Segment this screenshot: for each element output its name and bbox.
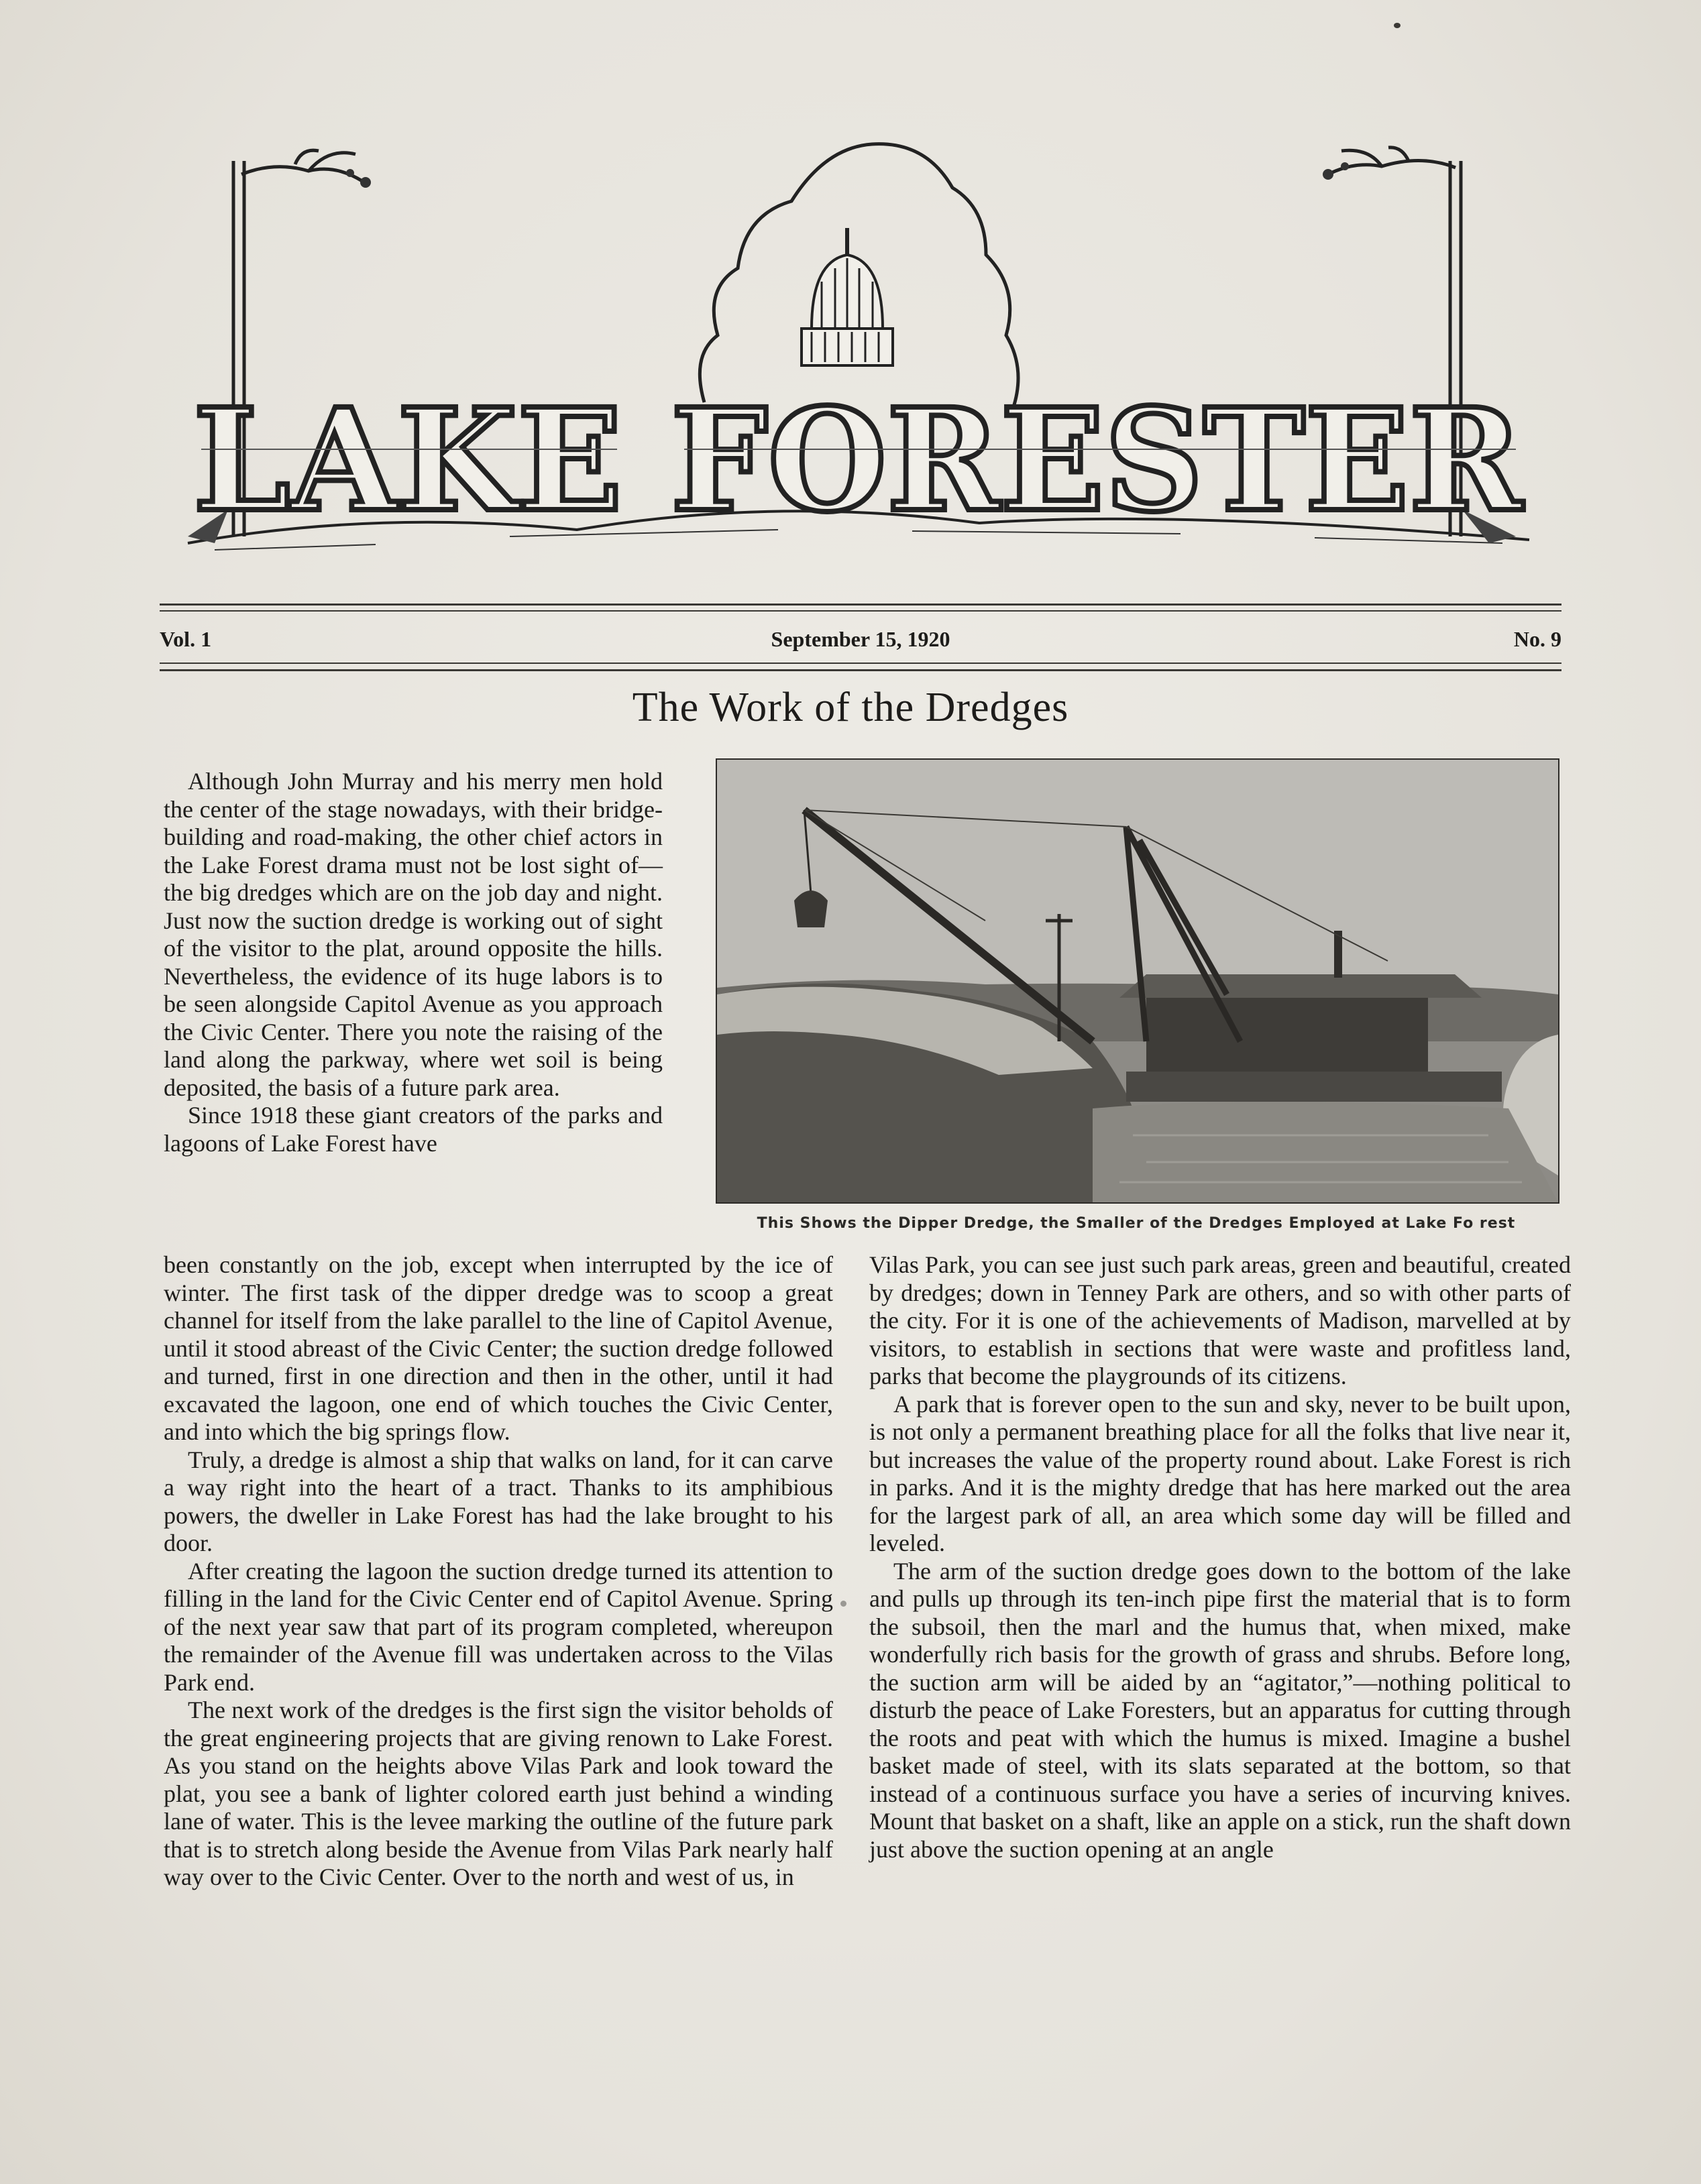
title-word-lake: LAKE: [193, 378, 622, 543]
dipper-dredge-photo: [716, 758, 1559, 1204]
volume-label: Vol. 1: [160, 627, 212, 651]
paragraph: Although John Murray and his merry men hold the center of the stage nowadays, with their bridge-building and road-making, the other chief actors in the Lake Forest drama must not be lost sight of—the big dredges which are on the job day and night. Just now the suction dredge is working out of sight of the visitor to the plat, around opposite the hills. Nevertheless, the evidence of its huge labors is to be seen alongside Capitol Avenue as you approach the Civic Center. There you note the raising of the land along the parkway, where wet soil is being deposited, the basis of a future park area.: [164, 768, 663, 1101]
article-column-1-top: [164, 768, 663, 1157]
paragraph: After creating the lagoon the suction dredge turned its attention to filling in the land for the Civic Center end of Capitol Avenue. Spring of the next year saw that part of its program completed, whereupon the remainder of the Avenue fill was undertaken across to the Vilas Park end.: [164, 1557, 833, 1696]
paragraph: been constantly on the job, except when interrupted by the ice of winter. The first task of the dipper dredge was to scoop a great channel for itself from the lake parallel to the line of Capitol Avenue, until it stood abreast of the Civic Center; the suction dredge followed and turned, first in one direction and then in the other, until it had excavated the lagoon, one end of which touches the Civic Center, and into which the big springs flow.: [164, 1251, 833, 1445]
paper-speck: [840, 1601, 846, 1607]
top-rule-thin: [160, 610, 1561, 612]
paper-speck: [1394, 23, 1401, 28]
paragraph: The arm of the suction dredge goes down to the bottom of the lake and pulls up through its ten-inch pipe first the material that is to form the subsoil, then the marl and the humus that, when mixed, make wonderfully rich basis for the growth of grass and shrubs. Before long, the suction arm will be aided by an “agitator,”—nothing political to disturb the peace of Lake Foresters, but an apparatus for cutting through the roots and peat with which the humus is mixed. Imagine a bushel basket made of steel, with its slats separated at the bottom, so that instead of a continuous surface you have a series of incurving knives. Mount that basket on a shaft, like an apple on a stick, run the shaft down just above the suction opening at an angle: [869, 1557, 1571, 1863]
paragraph: Vilas Park, you can see just such park areas, green and beautiful, created by dredges; down in Tenney Park are others, and so with other parts of the city. For it is one of the achievements of Madison, marvelled at by visitors, to establish in sections that were waste and profitless land, parks that become the playgrounds of its citizens.: [869, 1251, 1571, 1389]
article-column-1-bottom: [164, 1251, 833, 1892]
paragraph: Truly, a dredge is almost a ship that walks on land, for it can carve a way right into the heart of a tract. Thanks to its amphibious powers, the dweller in Lake Forest has had the lake brought to his door.: [164, 1446, 833, 1556]
paragraph: Since 1918 these giant creators of the parks and lagoons of Lake Forest have: [164, 1102, 663, 1157]
paragraph: A park that is forever open to the sun and sky, never to be built upon, is not only a permanent breathing place for all the folks that live near it, but increases the value of the property round about. Lake Forest is rich in parks. And it is the mighty dredge that has here marked out the area for the largest park of all, an area which some day will be filled and leveled.: [869, 1390, 1571, 1556]
article-headline: The Work of the Dredges: [632, 685, 1069, 730]
article-column-2: [869, 1251, 1571, 1863]
paragraph: The next work of the dredges is the first sign the visitor beholds of the great engineering projects that are giving renown to Lake Forest. As you stand on the heights above Vilas Park and look toward the plat, you see a bank of lighter colored earth just behind a winding lane of water. This is the levee marking the outline of the future park that is to stretch along beside the Avenue from Vilas Park nearly half way over to the Civic Center. Over to the north and west of us, in: [164, 1697, 833, 1890]
issue-date: September 15, 1920: [771, 627, 950, 651]
bottom-rule-thin: [160, 663, 1561, 664]
issue-number: No. 9: [1513, 627, 1561, 651]
top-rule: [160, 604, 1561, 606]
issue-line: [160, 627, 1561, 660]
photo-caption: This Shows the Dipper Dredge, the Smaller of the Dredges Employed at Lake Fo rest: [757, 1215, 1516, 1232]
bottom-rule: [160, 669, 1561, 671]
title-word-forester: FORESTER: [671, 378, 1524, 543]
masthead-illustration: [174, 134, 1543, 590]
